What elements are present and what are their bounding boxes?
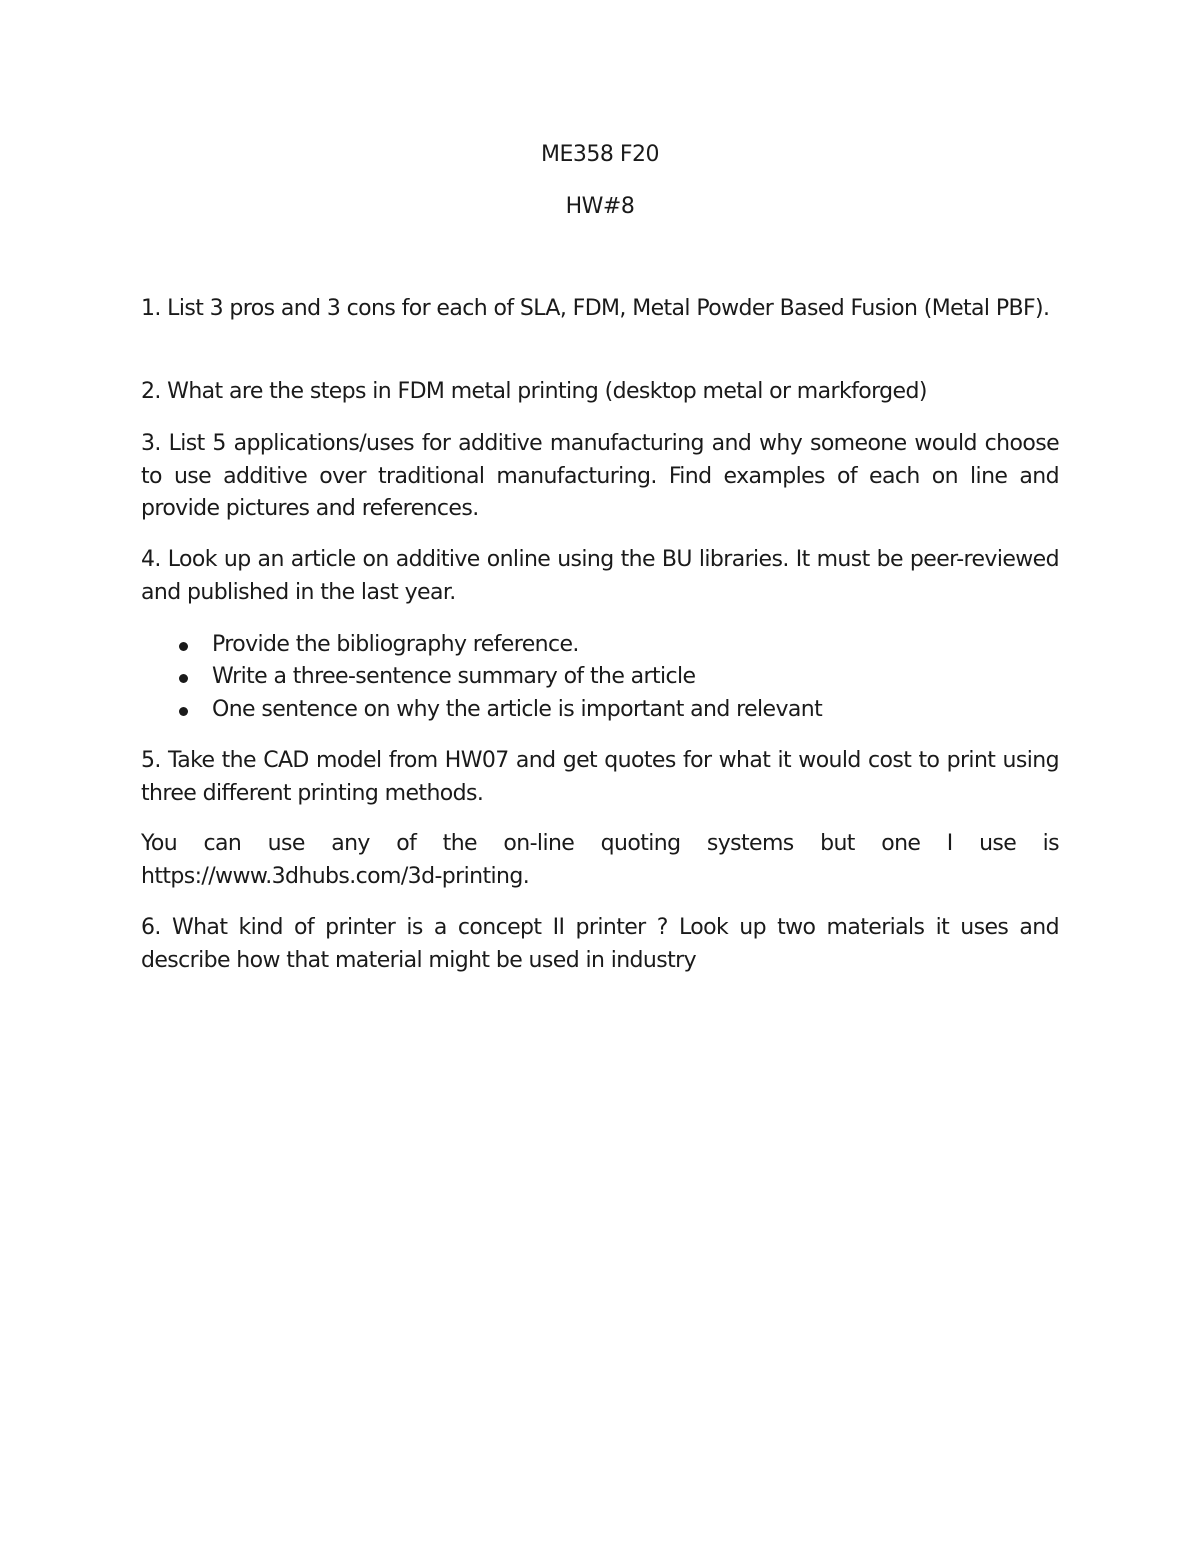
- bullet-text: Write a three-sentence summary of the article: [212, 664, 696, 690]
- bullet-icon: [179, 642, 188, 651]
- question-3: 3. List 5 applications/uses for additive manufacturing and why someone would choose to use additive over traditional manufacturing. Find examples of each on line and provide pictures and references.: [141, 431, 1059, 521]
- question-1: 1. List 3 pros and 3 cons for each of SLA, FDM, Metal Powder Based Fusion (Metal PBF).: [141, 296, 1050, 321]
- question-2: 2. What are the steps in FDM metal printing (desktop metal or markforged): [141, 379, 927, 404]
- list-item: [141, 661, 1059, 693]
- bullet-icon: [179, 674, 188, 683]
- question-5-note: You can use any of the on-line quoting systems but one I use is https://www.3dhubs.com/3d-printing.: [141, 831, 1059, 889]
- bullet-text: Provide the bibliography reference.: [212, 632, 579, 657]
- bullet-icon: [179, 707, 188, 716]
- bullet-text: One sentence on why the article is important and relevant: [212, 696, 823, 722]
- list-item: [141, 629, 1059, 661]
- question-5: 5. Take the CAD model from HW07 and get quotes for what it would cost to print using three different printing methods.: [141, 748, 1059, 806]
- course-title: ME358 F20: [540, 142, 659, 167]
- question-4-bullet-list: [141, 629, 1059, 726]
- question-6: 6. What kind of printer is a concept II printer ? Look up two materials it uses and describe how that material might be used in industry: [141, 915, 1059, 973]
- assignment-number: HW#8: [565, 194, 635, 219]
- question-4: 4. Look up an article on additive online using the BU libraries. It must be peer-reviewed and published in the last year.: [141, 547, 1059, 605]
- list-item: [141, 694, 1059, 726]
